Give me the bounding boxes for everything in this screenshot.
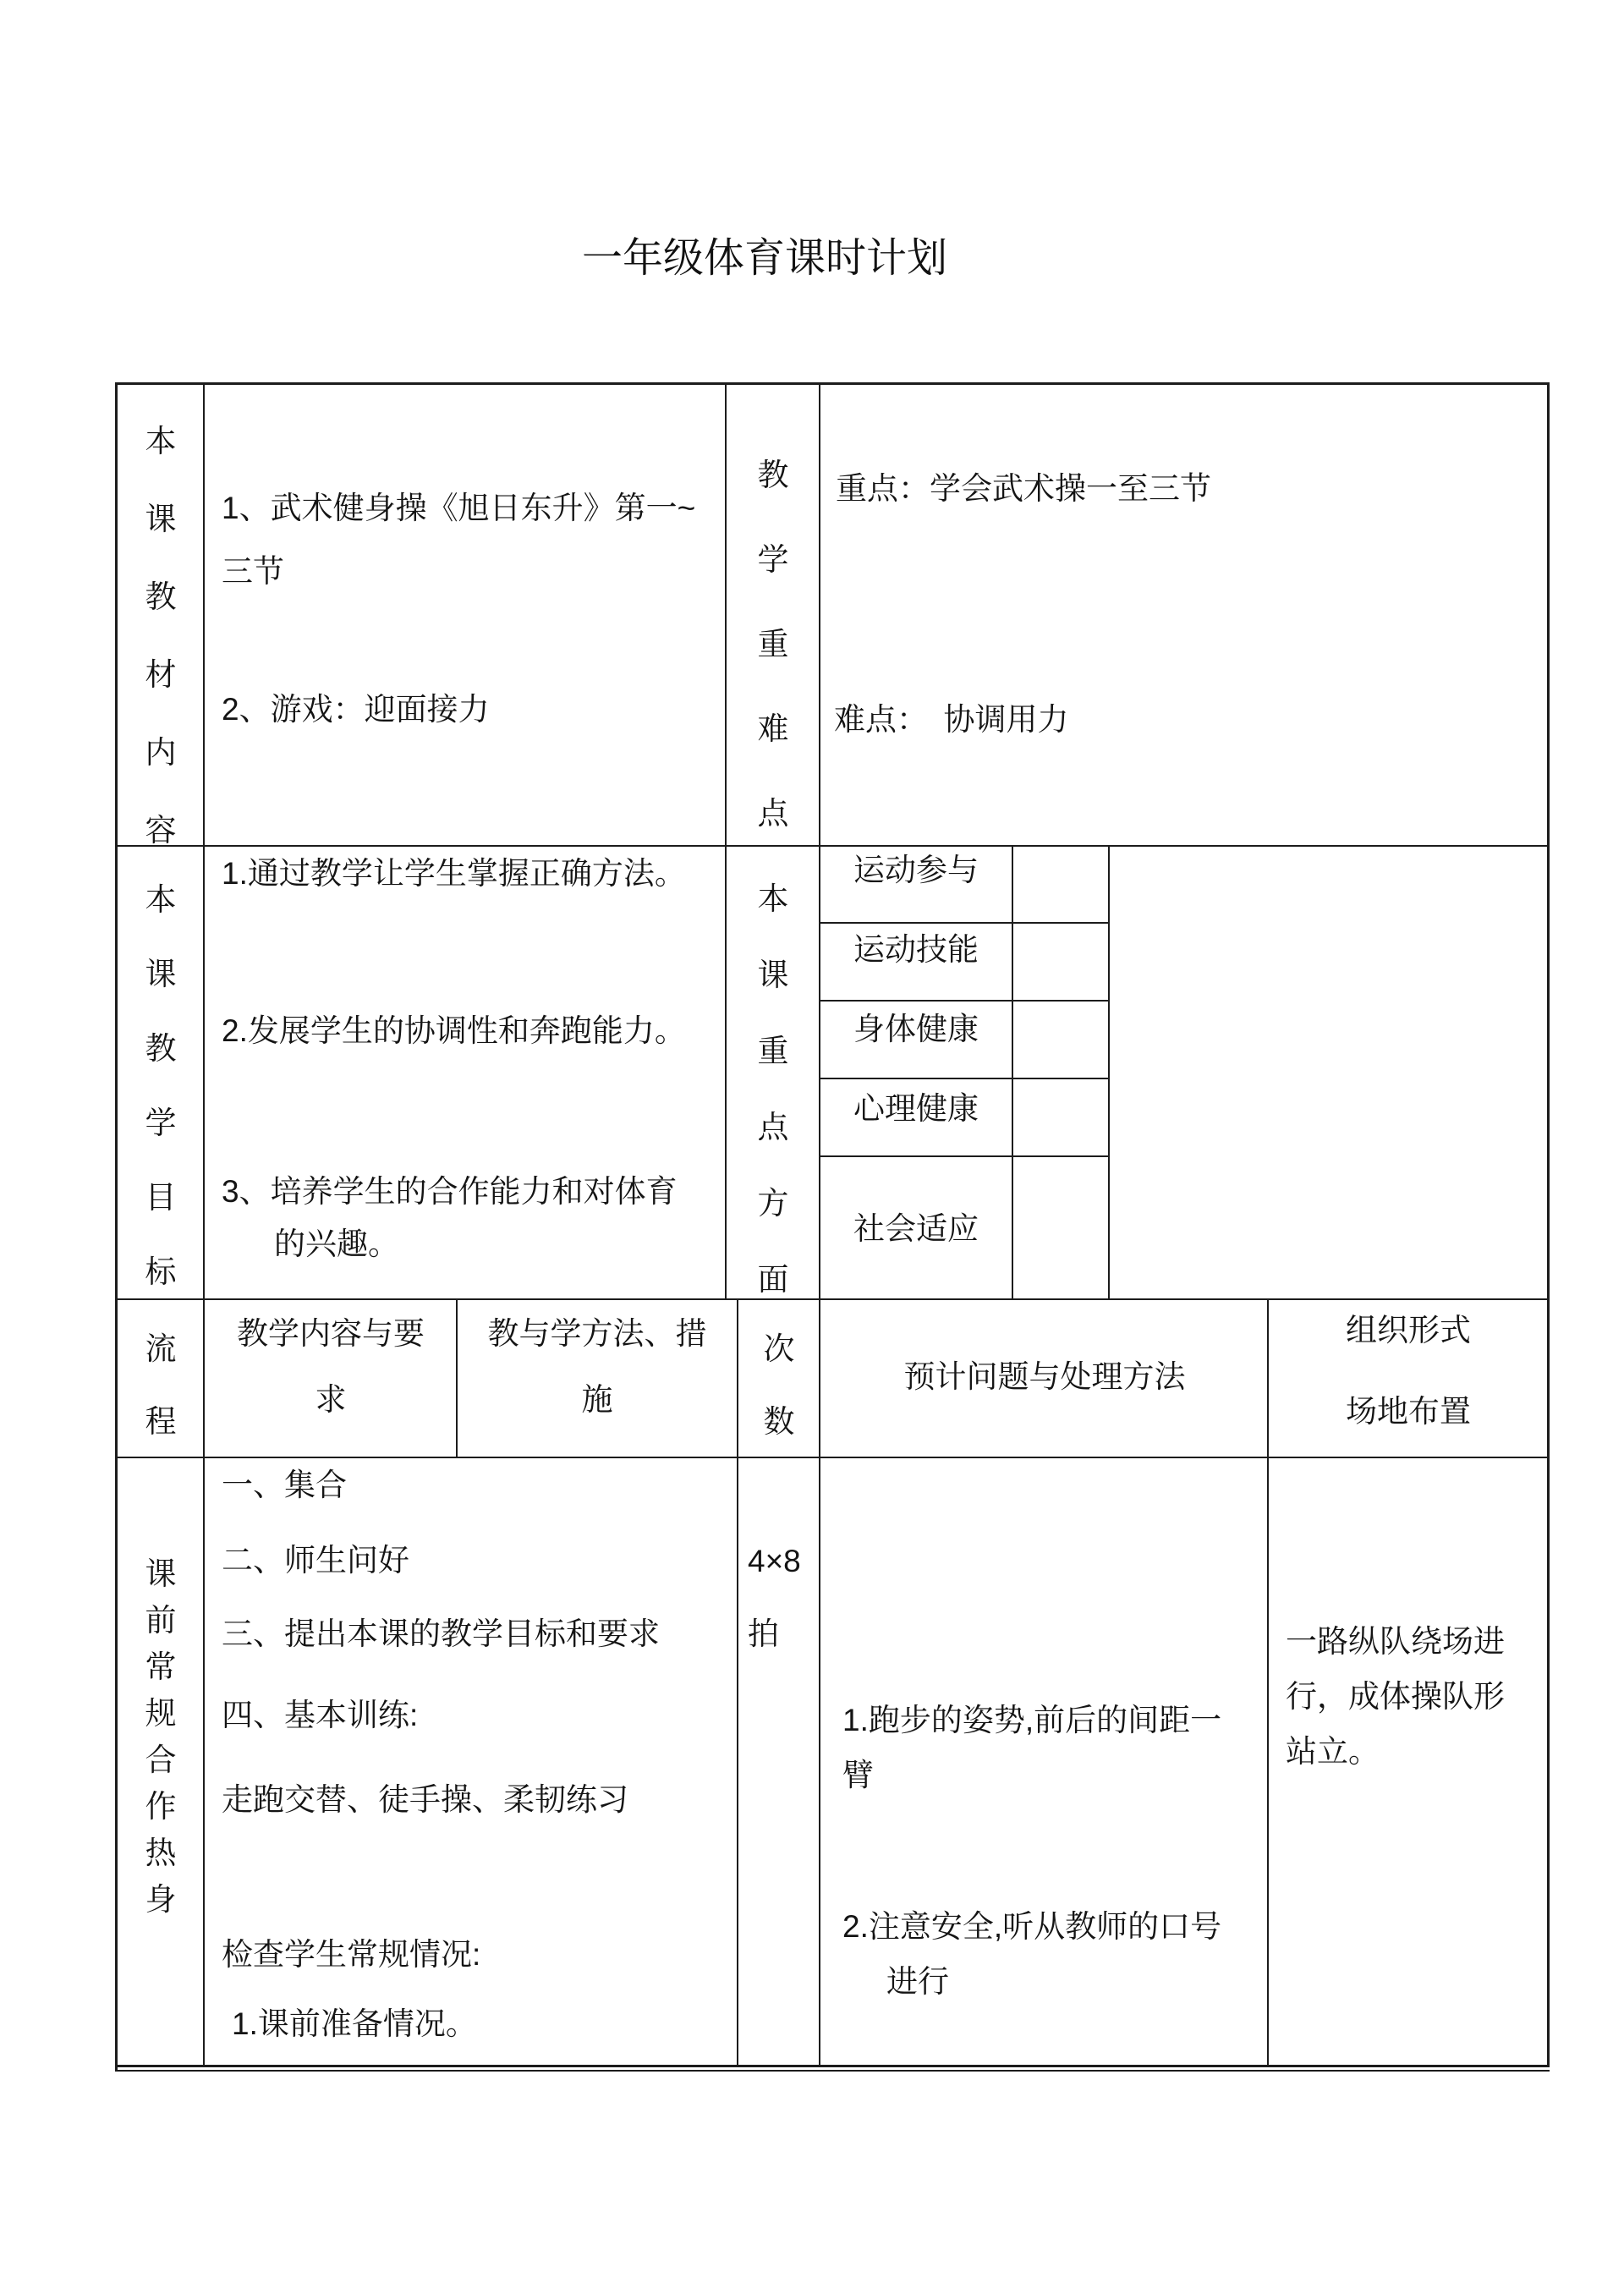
aspects-divider-4: [819, 1155, 1110, 1157]
problem-1-line2: 臂: [842, 1758, 874, 1792]
warmup-step-1: 一、集合: [222, 1468, 347, 1502]
warmup-step-4: 四、基本训练:: [222, 1698, 419, 1732]
row2-header-objectives: 本课教学目标: [145, 882, 177, 1289]
header-flow: 流程: [145, 1331, 177, 1439]
count-value-line1: 4×8: [748, 1544, 801, 1578]
table-border-right: [1547, 382, 1550, 2067]
header-organization-line2: 场地布置: [1346, 1394, 1471, 1429]
aspects-label-divider: [1012, 845, 1013, 1300]
difficulty-text: 难点： 协调用力: [834, 702, 1069, 737]
row2-header-focus-aspects: 本课重点方面: [757, 881, 789, 1297]
aspect-social-adaptation: 社会适应: [853, 1211, 979, 1246]
aspects-divider-1: [819, 922, 1110, 924]
material-item-2: 2、游戏：迎面接力: [222, 692, 490, 727]
organization-line2: 行，成体操队形: [1286, 1679, 1505, 1714]
warmup-step-5: 走跑交替、徒手操、柔韧练习: [222, 1782, 628, 1817]
aspect-physical-health: 身体健康: [853, 1012, 979, 1046]
key-point-text: 重点：学会武术操一至三节: [836, 471, 1211, 506]
row1-row2-divider: [115, 845, 1550, 847]
row1-header-focus: 教学重难点: [757, 458, 789, 831]
aspects-divider-2: [819, 1000, 1110, 1002]
table-border-bottom-double: [115, 2070, 1550, 2072]
table-border-top: [115, 382, 1550, 385]
page-title: 一年级体育课时计划: [582, 236, 948, 281]
header-method-line1: 教与学方法、措: [487, 1316, 707, 1351]
row3-row4-divider: [115, 1457, 1550, 1458]
objective-3-line1: 3、培养学生的合作能力和对体育: [222, 1174, 678, 1209]
header-organization-line1: 组织形式: [1346, 1313, 1471, 1347]
objective-3-line2: 的兴趣。: [274, 1227, 399, 1261]
header-teaching-content-line2: 求: [315, 1382, 347, 1417]
aspects-divider-3: [819, 1078, 1110, 1079]
warmup-step-2: 二、师生问好: [222, 1543, 409, 1578]
objective-2: 2.发展学生的协调性和奔跑能力。: [222, 1013, 686, 1048]
objective-1: 1.通过教学让学生掌握正确方法。: [222, 856, 686, 891]
warmup-check: 检查学生常规情况:: [222, 1937, 481, 1972]
row3-content-method-divider: [456, 1298, 458, 1458]
count-col-left-divider: [737, 1298, 738, 2066]
aspects-check-divider: [1108, 845, 1110, 1300]
row4-header-warmup: 课前常规合作热身: [145, 1556, 177, 1917]
row1-header-materials: 本课教材内容: [145, 424, 177, 848]
problem-1-line1: 1.跑步的姿势,前后的间距一: [842, 1703, 1222, 1737]
table-border-left: [115, 382, 118, 2072]
aspect-mental-health: 心理健康: [853, 1091, 979, 1126]
material-item-1-line2: 三节: [222, 554, 284, 589]
table-border-bottom: [115, 2065, 1550, 2067]
header-anticipated-problems: 预计问题与处理方法: [903, 1359, 1186, 1394]
organization-line3: 站立。: [1286, 1734, 1380, 1769]
problem-2-line2: 进行: [886, 1964, 949, 1999]
header-method-line2: 施: [581, 1382, 613, 1417]
row2-row3-divider: [115, 1298, 1550, 1300]
warmup-check-item-1: 1.课前准备情况。: [232, 2006, 477, 2041]
problem-2-line1: 2.注意安全,听从教师的口号: [842, 1909, 1222, 1944]
row12-content-divider: [725, 382, 727, 1300]
org-col-divider: [1267, 1298, 1269, 2066]
organization-line1: 一路纵队绕场进: [1286, 1624, 1505, 1659]
warmup-step-3: 三、提出本课的教学目标和要求: [222, 1616, 660, 1651]
aspect-sports-participation: 运动参与: [853, 853, 979, 887]
aspect-sports-skill: 运动技能: [853, 932, 979, 967]
header-teaching-content-line1: 教学内容与要: [237, 1316, 425, 1351]
material-item-1-line1: 1、武术健身操《旭日东升》第一~: [222, 491, 696, 525]
col1-divider: [203, 382, 205, 2066]
header-count: 次数: [763, 1331, 795, 1439]
count-value-line2: 拍: [748, 1616, 779, 1651]
